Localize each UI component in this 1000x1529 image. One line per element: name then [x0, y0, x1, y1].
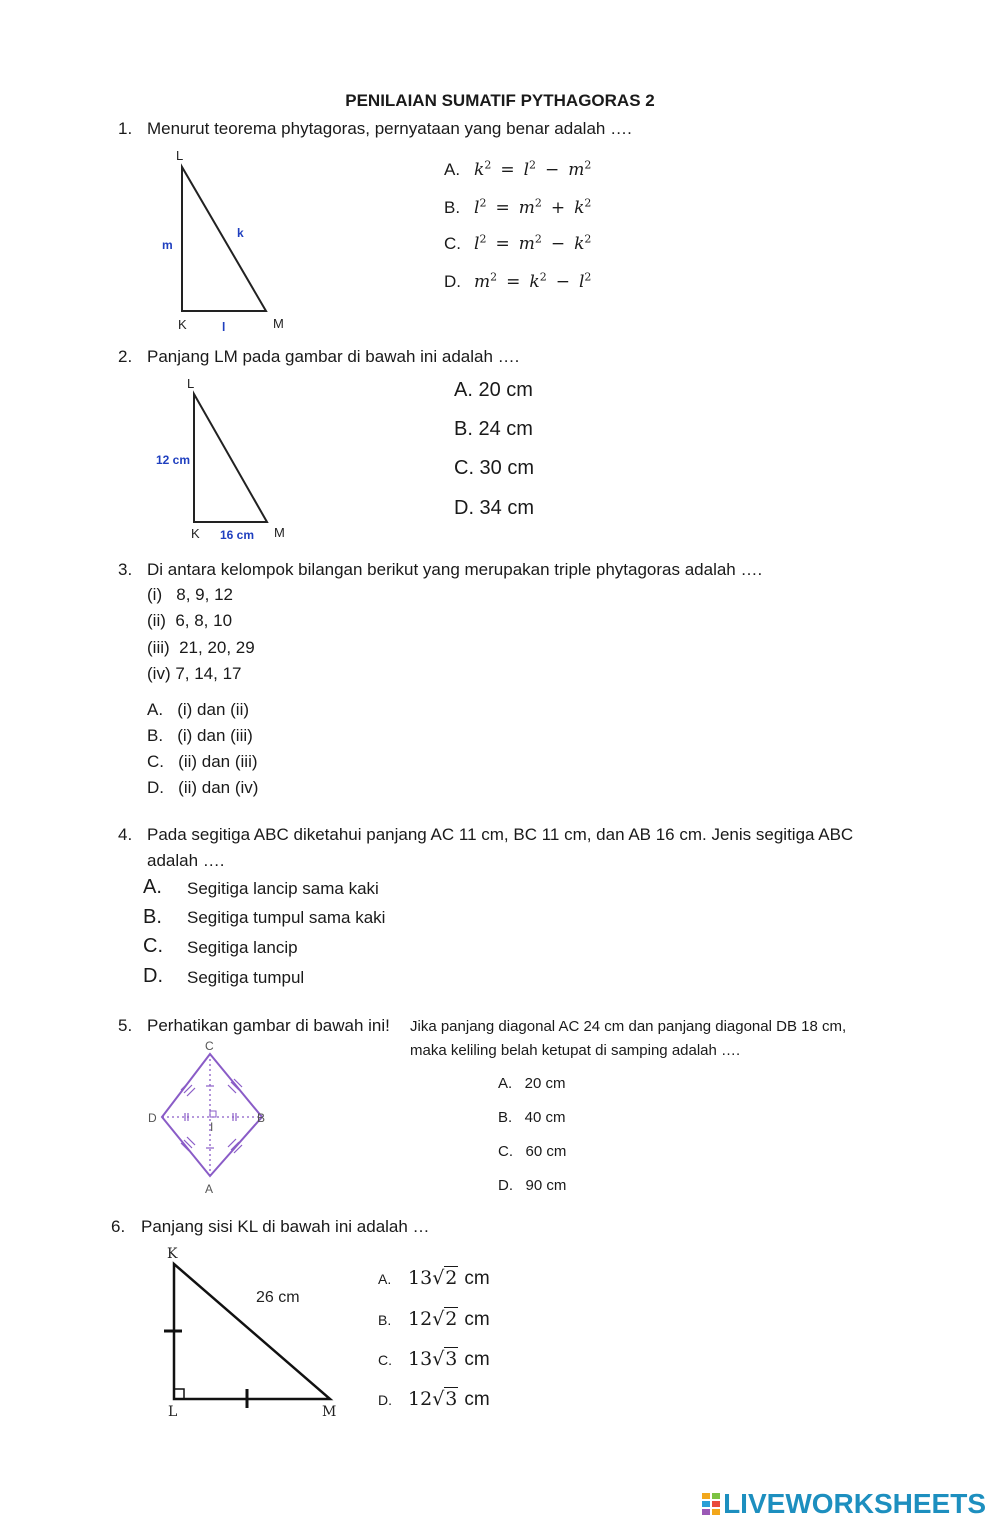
q2-option-c[interactable]: C. 30 cm [454, 457, 535, 479]
q5-label-D: D [148, 1111, 157, 1125]
math-operator: − [545, 159, 560, 180]
math-exponent: 2 [584, 196, 592, 209]
q1-label-K: K [178, 317, 187, 332]
q4-number: 4. [118, 825, 133, 844]
math-operator: − [555, 271, 570, 292]
liveworksheets-logo [702, 1488, 986, 1520]
q6-number: 6. [111, 1217, 126, 1236]
math-var: k [574, 197, 585, 218]
math-operator: = [500, 159, 515, 180]
q4-text-line2: adalah …. [147, 851, 225, 870]
q2-label-12cm: 12 cm [156, 453, 191, 467]
q3-option-a[interactable]: A. (i) dan (ii) [147, 700, 250, 719]
math-exponent: 2 [534, 232, 542, 245]
math-exponent: 2 [584, 270, 592, 283]
q6-option-letter: A. [378, 1271, 392, 1287]
q5-label-A: A [205, 1182, 214, 1196]
q1-option-letter: C. [444, 233, 461, 253]
q1-label-m: m [162, 238, 173, 252]
q5-number: 5. [118, 1016, 133, 1035]
q6-text: Panjang sisi KL di bawah ini adalah … [141, 1217, 430, 1236]
q3-option-b[interactable]: B. (i) dan (iii) [147, 726, 253, 745]
q6-option-radicand: 3 [445, 1388, 458, 1410]
q6-option-unit: cm [464, 1389, 490, 1410]
q3-option-d[interactable]: D. (ii) dan (iv) [147, 778, 259, 797]
q3-item-i: (i) 8, 9, 12 [147, 585, 233, 604]
q6-label-26cm: 26 cm [256, 1289, 300, 1306]
q1-option-equation [474, 160, 591, 180]
q1-label-M: M [273, 316, 284, 331]
q6-option-letter: D. [378, 1392, 392, 1408]
math-var: l [474, 233, 480, 254]
q6-option-radicand: 2 [445, 1267, 458, 1289]
q5-option-c[interactable]: C. 60 cm [498, 1143, 567, 1160]
q3-text: Di antara kelompok bilangan berikut yang merupakan triple phytagoras adalah …. [147, 560, 763, 579]
q2-label-M: M [274, 525, 285, 540]
math-exponent: 2 [529, 158, 536, 171]
q1-number: 1. [118, 119, 133, 138]
radical-icon: √ [432, 1308, 445, 1330]
q5-edge-ticks [181, 1079, 242, 1153]
q1-option-letter: A. [444, 159, 461, 179]
q2-label-16cm: 16 cm [220, 528, 255, 542]
math-operator: = [495, 197, 510, 218]
math-exponent: 2 [584, 158, 592, 171]
q5-label-I: I [210, 1120, 214, 1134]
q6-option-radicand: 3 [445, 1348, 458, 1370]
q4-option-a-letter[interactable]: A. [143, 876, 162, 898]
q2-label-L: L [187, 376, 195, 391]
q6-option-coef: 12 [408, 1308, 433, 1330]
q1-option-a[interactable] [444, 158, 591, 180]
math-var: m [518, 197, 535, 218]
q3-number: 3. [118, 560, 133, 579]
q5-rhombus [162, 1054, 262, 1176]
q6-option-b[interactable] [378, 1308, 490, 1331]
q2-number: 2. [118, 347, 133, 366]
math-exponent: 2 [534, 196, 542, 209]
math-exponent: 2 [479, 196, 487, 209]
q5-option-b[interactable]: B. 40 cm [498, 1109, 566, 1126]
logo-text: LIVEWORKSHEETS [723, 1488, 986, 1519]
q5-rhombus-figure [145, 1036, 275, 1196]
q1-option-equation [474, 234, 591, 254]
q2-option-d[interactable]: D. 34 cm [454, 497, 535, 519]
q6-option-a[interactable] [378, 1267, 490, 1290]
math-operator: − [550, 233, 566, 254]
q5-text: Perhatikan gambar di bawah ini! [147, 1016, 390, 1035]
math-exponent: 2 [479, 232, 487, 245]
q6-label-L: L [168, 1404, 178, 1420]
math-var: m [568, 159, 585, 180]
q5-side-line1: Jika panjang diagonal AC 24 cm dan panjang diagonal DB 18 cm, [410, 1018, 847, 1035]
q5-label-C: C [205, 1039, 214, 1053]
q4-option-b-letter[interactable]: B. [143, 906, 162, 928]
q2-triangle-figure [150, 374, 300, 546]
q1-option-d[interactable] [444, 270, 591, 292]
logo-grid-icon [702, 1491, 720, 1515]
page-title: PENILAIAN SUMATIF PYTHAGORAS 2 [345, 91, 655, 110]
q1-option-letter: B. [444, 197, 461, 217]
math-operator: + [550, 197, 566, 218]
q1-option-c[interactable] [444, 232, 591, 254]
math-var: k [474, 159, 485, 180]
q1-option-letter: D. [444, 271, 461, 291]
q6-option-d[interactable] [378, 1388, 490, 1411]
q6-label-M: M [322, 1404, 337, 1420]
math-exponent: 2 [584, 232, 592, 245]
q1-label-l: l [222, 320, 226, 334]
q6-option-letter: B. [378, 1312, 392, 1328]
math-operator: = [495, 233, 510, 254]
math-var: k [574, 233, 585, 254]
q1-triangle-figure [150, 145, 300, 335]
q6-option-letter: C. [378, 1352, 392, 1368]
q6-label-K: K [167, 1246, 178, 1262]
q4-option-a[interactable]: Segitiga lancip sama kaki [187, 879, 379, 898]
q6-triangle-figure [160, 1240, 350, 1422]
q3-item-ii: (ii) 6, 8, 10 [147, 611, 233, 630]
q2-option-a[interactable]: A. 20 cm [454, 379, 533, 401]
q4-option-c-letter[interactable]: C. [143, 935, 163, 957]
math-var: l [578, 271, 585, 292]
q6-option-c[interactable] [378, 1348, 490, 1371]
q5-option-a[interactable]: A. 20 cm [498, 1075, 566, 1092]
q6-triangle [174, 1264, 330, 1399]
q4-text-line1: Pada segitiga ABC diketahui panjang AC 11 cm, BC 11 cm, dan AB 16 cm. Jenis segitiga ABC [147, 825, 854, 844]
q6-option-unit: cm [464, 1268, 490, 1289]
math-var: m [474, 271, 491, 292]
q6-option-unit: cm [464, 1349, 490, 1370]
q1-option-b[interactable] [444, 196, 591, 218]
math-exponent: 2 [484, 158, 492, 171]
q5-label-B: B [257, 1111, 266, 1125]
q1-option-equation [474, 272, 591, 292]
radical-icon: √ [432, 1348, 445, 1370]
q4-option-d[interactable]: Segitiga tumpul [187, 968, 305, 987]
q1-triangle [182, 167, 266, 311]
q6-right-angle-mark [174, 1389, 184, 1399]
q2-text: Panjang LM pada gambar di bawah ini adalah …. [147, 347, 520, 366]
q6-option-coef: 13 [408, 1348, 433, 1370]
q1-option-equation [474, 198, 591, 218]
math-var: k [529, 271, 540, 292]
q6-option-unit: cm [464, 1309, 490, 1330]
q2-triangle [194, 394, 267, 522]
q4-option-c[interactable]: Segitiga lancip [187, 938, 298, 957]
q1-label-L: L [176, 148, 184, 163]
q4-option-d-letter[interactable]: D. [143, 965, 163, 987]
q4-option-b[interactable]: Segitiga tumpul sama kaki [187, 908, 386, 927]
q3-item-iv: (iv) 7, 14, 17 [147, 664, 242, 683]
q3-option-c[interactable]: C. (ii) dan (iii) [147, 752, 258, 771]
math-var: l [523, 159, 529, 180]
q5-option-d[interactable]: D. 90 cm [498, 1177, 567, 1194]
q6-option-radicand: 2 [445, 1308, 458, 1330]
math-exponent: 2 [539, 270, 547, 283]
radical-icon: √ [432, 1388, 445, 1410]
q2-label-K: K [191, 526, 200, 541]
q5-side-line2: maka keliling belah ketupat di samping adalah …. [410, 1042, 741, 1059]
radical-icon: √ [432, 1267, 445, 1289]
math-var: l [474, 197, 480, 218]
q5-right-angle-mark [210, 1111, 216, 1117]
q6-option-coef: 13 [408, 1267, 433, 1289]
math-var: m [518, 233, 535, 254]
q1-label-k: k [237, 226, 244, 240]
math-operator: = [506, 271, 521, 292]
math-exponent: 2 [490, 270, 498, 283]
q3-item-iii: (iii) 21, 20, 29 [147, 638, 255, 657]
q6-option-coef: 12 [408, 1388, 433, 1410]
q1-text: Menurut teorema phytagoras, pernyataan yang benar adalah …. [147, 119, 632, 138]
q2-option-b[interactable]: B. 24 cm [454, 418, 533, 440]
